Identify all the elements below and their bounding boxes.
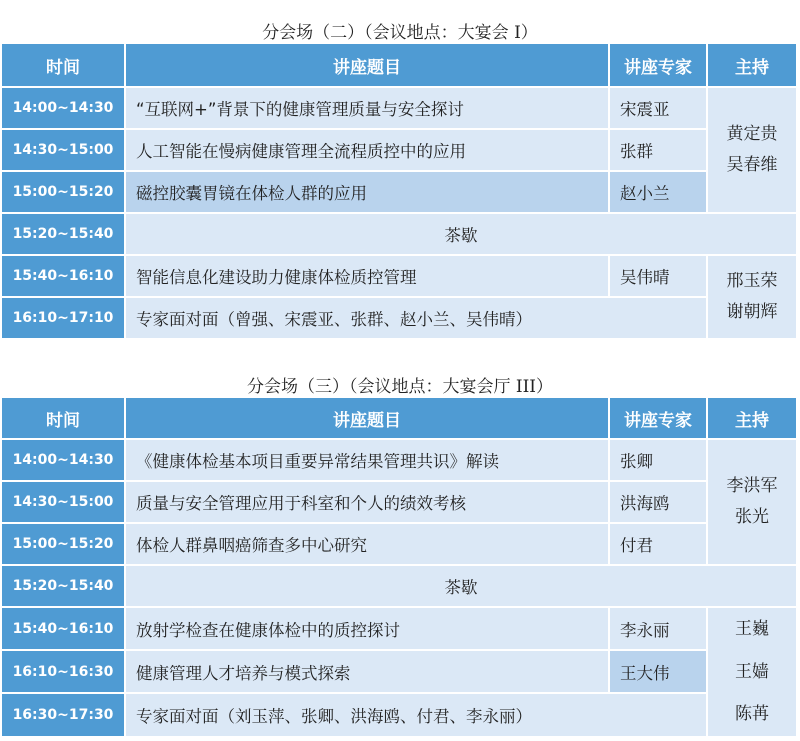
time-cell: 15:20~15:40	[2, 566, 126, 608]
time-cell: 15:00~15:20	[2, 524, 126, 566]
host-cell	[708, 256, 798, 340]
host-name: 邢玉荣	[726, 271, 778, 292]
table-header	[2, 398, 798, 440]
session3-table	[2, 398, 798, 738]
table-row	[2, 524, 798, 566]
header-speaker: 讲座专家	[610, 398, 708, 440]
table-row	[2, 298, 798, 340]
speaker-cell: 张群	[610, 130, 708, 172]
time-cell: 16:10~16:30	[2, 651, 126, 694]
topic-cell: 质量与安全管理应用于科室和个人的绩效考核	[126, 482, 610, 524]
time-cell: 14:30~15:00	[2, 482, 126, 524]
time-cell: 16:10~17:10	[2, 298, 126, 340]
table-row	[2, 651, 798, 694]
host-name: 王嫱	[735, 661, 769, 682]
header-topic: 讲座题目	[126, 44, 610, 88]
topic-cell: 放射学检查在健康体检中的质控探讨	[126, 608, 610, 651]
speaker-cell: 吴伟晴	[610, 256, 708, 298]
topic-cell: “互联网+”背景下的健康管理质量与安全探讨	[126, 88, 610, 130]
table-row	[2, 482, 798, 524]
speaker-cell: 李永丽	[610, 608, 708, 651]
host-cell	[708, 608, 798, 738]
host-name: 黄定贵	[726, 124, 778, 145]
table-row	[2, 608, 798, 651]
time-cell: 15:40~16:10	[2, 608, 126, 651]
time-cell: 15:00~15:20	[2, 172, 126, 214]
header-speaker: 讲座专家	[610, 44, 708, 88]
table-row	[2, 130, 798, 172]
host-name: 吴春维	[726, 155, 778, 175]
header-host: 主持	[708, 398, 798, 440]
topic-cell: 人工智能在慢病健康管理全流程质控中的应用	[126, 130, 610, 172]
table-header	[2, 44, 798, 88]
topic-cell: 专家面对面（曾强、宋震亚、张群、赵小兰、吴伟晴）	[126, 298, 708, 340]
topic-cell: 《健康体检基本项目重要异常结果管理共识》解读	[126, 440, 610, 482]
speaker-cell: 张卿	[610, 440, 708, 482]
topic-cell: 磁控胶囊胃镜在体检人群的应用	[126, 172, 610, 214]
header-time: 时间	[2, 398, 126, 440]
header-time: 时间	[2, 44, 126, 88]
host-name: 陈苒	[735, 704, 769, 724]
topic-cell: 智能信息化建设助力健康体检质控管理	[126, 256, 610, 298]
table-row	[2, 440, 798, 482]
table-row	[2, 172, 798, 214]
tea-break-cell: 茶歇	[126, 566, 798, 608]
table-row	[2, 88, 798, 130]
time-cell: 14:00~14:30	[2, 88, 126, 130]
speaker-cell: 王大伟	[610, 651, 708, 694]
speaker-cell: 宋震亚	[610, 88, 708, 130]
topic-cell: 专家面对面（刘玉萍、张卿、洪海鸥、付君、李永丽）	[126, 694, 708, 737]
time-cell: 16:30~17:30	[2, 694, 126, 737]
session2-table	[2, 44, 798, 340]
speaker-cell: 付君	[610, 524, 708, 566]
table-row	[2, 694, 798, 737]
table-row	[2, 256, 798, 298]
time-cell: 14:30~15:00	[2, 130, 126, 172]
host-name: 张光	[735, 507, 769, 527]
time-cell: 15:40~16:10	[2, 256, 126, 298]
break-row	[2, 214, 798, 256]
break-row	[2, 566, 798, 608]
speaker-cell: 赵小兰	[610, 172, 708, 214]
header-topic: 讲座题目	[126, 398, 610, 440]
topic-cell: 体检人群鼻咽癌筛查多中心研究	[126, 524, 610, 566]
host-name: 王巍	[735, 619, 769, 639]
speaker-cell: 洪海鸥	[610, 482, 708, 524]
header-host: 主持	[708, 44, 798, 88]
session2-title: 分会场（二）（会议地点：大宴会 I）	[262, 23, 538, 43]
time-cell: 15:20~15:40	[2, 214, 126, 256]
time-cell: 14:00~14:30	[2, 440, 126, 482]
topic-cell: 健康管理人才培养与模式探索	[126, 651, 610, 694]
host-cell	[708, 440, 798, 566]
host-name: 李洪军	[726, 476, 778, 497]
host-cell	[708, 88, 798, 214]
session3-title: 分会场（三）（会议地点：大宴会厅 III）	[246, 377, 554, 397]
tea-break-cell: 茶歇	[126, 214, 798, 256]
host-name: 谢朝辉	[726, 302, 778, 322]
